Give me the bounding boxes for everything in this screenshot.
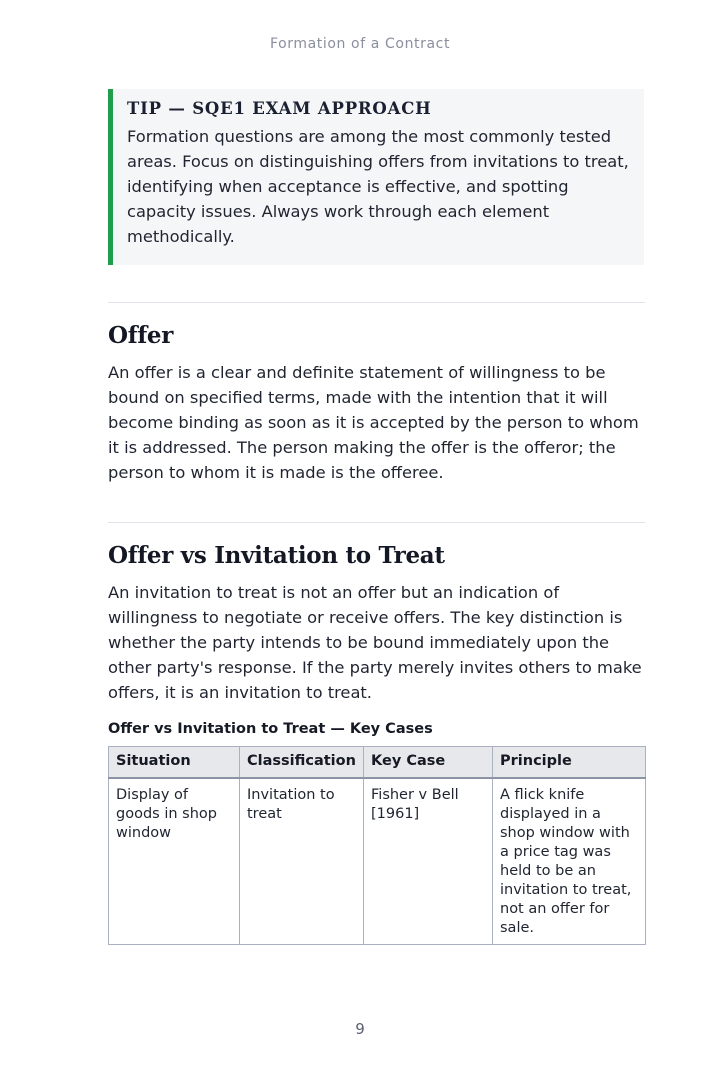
key-cases-table bbox=[108, 746, 646, 945]
tip-title: TIP — SQE1 EXAM APPROACH bbox=[127, 99, 432, 118]
section-heading-offer: Offer bbox=[108, 322, 174, 349]
table-cell-principle: A flick knife displayed in a shop window with a price tag was held to be an invitation to treat, not an offer for sale. bbox=[493, 778, 646, 945]
section-body-invitation: An invitation to treat is not an offer but an indication of willingness to negotiate or receive offers. The key distinction is whether the party intends to be bound immediately upon the other party's response. If the party merely invites others to make offers, it is an invitation to treat. bbox=[108, 583, 642, 702]
running-header: Formation of a Contract bbox=[269, 36, 451, 52]
table-cell-situation: Display of goods in shop window bbox=[109, 778, 240, 945]
table-header-row bbox=[109, 747, 646, 779]
table-cell-key-case: Fisher v Bell [1961] bbox=[364, 778, 493, 945]
page-number: 9 bbox=[355, 1020, 365, 1038]
section-divider bbox=[108, 522, 645, 523]
column-header-key-case: Key Case bbox=[364, 747, 493, 779]
table-cell-classification: Invitation to treat bbox=[240, 778, 364, 945]
column-header-situation: Situation bbox=[109, 747, 240, 779]
section-divider bbox=[108, 302, 645, 303]
table-caption: Offer vs Invitation to Treat — Key Cases bbox=[108, 721, 433, 737]
tip-body: Formation questions are among the most commonly tested areas. Focus on distinguishing offers from invitations to treat, identifying when acceptance is effective, and spotting capacity issues. Always work through each element methodically. bbox=[127, 127, 629, 246]
column-header-principle: Principle bbox=[493, 747, 646, 779]
section-body-offer: An offer is a clear and definite statement of willingness to be bound on specified terms, made with the intention that it will become binding as soon as it is accepted by the person to whom it is addressed. The person making the offer is the offeror; the person to whom it is made is the offeree. bbox=[108, 363, 639, 482]
section-heading-invitation: Offer vs Invitation to Treat bbox=[108, 542, 445, 569]
column-header-classification: Classification bbox=[240, 747, 364, 779]
table-row bbox=[109, 778, 646, 945]
tip-callout bbox=[108, 89, 644, 265]
